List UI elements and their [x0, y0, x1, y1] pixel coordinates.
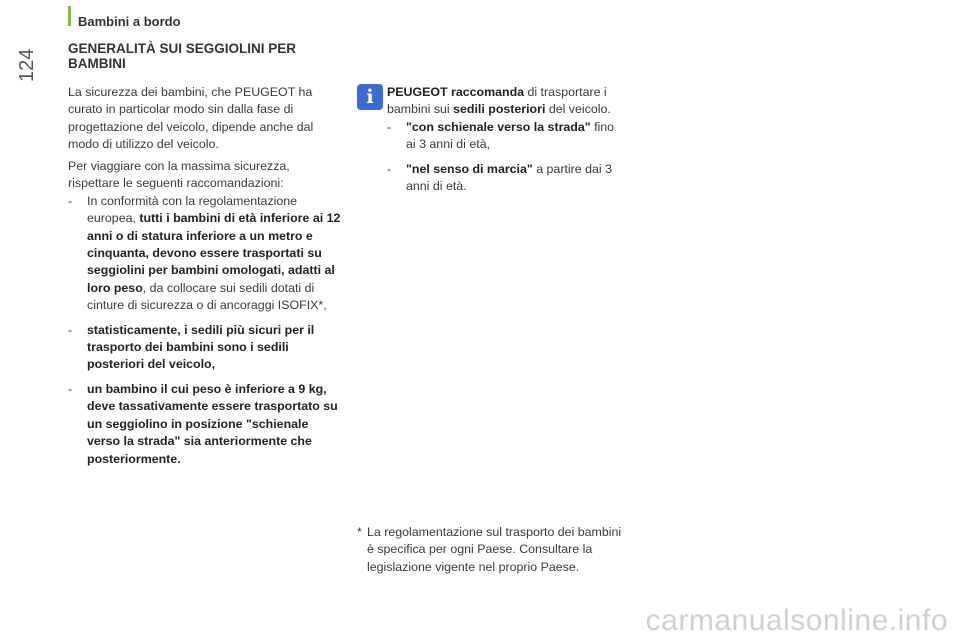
list-item: - un bambino il cui peso è inferiore a 9 kg, deve tassativamente essere trasportato su un seggiolino in posizione "schienale verso la strada" sia anteriormente che posteriormente.	[68, 381, 338, 466]
recommendations-list	[68, 193, 343, 468]
footnote-text: La regolamentazione sul trasporto dei bambini è specifica per ogni Paese. Consultare la legislazione vigente nel proprio Paese.	[367, 525, 622, 574]
footnote	[357, 524, 627, 576]
section-header: Bambini a bordo	[78, 14, 181, 29]
section-accent-bar	[68, 6, 71, 26]
list-dash: -	[68, 322, 73, 337]
info-list	[387, 119, 627, 196]
info-box	[387, 84, 627, 195]
list-dash: -	[387, 161, 392, 176]
list-dash: -	[387, 119, 392, 134]
list-item: - statisticamente, i sedili più sicuri per il trasporto dei bambini sono i sedili posteriori del veicolo,	[68, 322, 315, 372]
watermark: carmanualsonline.info	[645, 604, 948, 637]
recommendations-block	[68, 158, 343, 468]
intro-paragraph: La sicurezza dei bambini, che PEUGEOT ha curato in particolar modo sin dalla fase di progettazione del veicolo, dipende anche dal modo di utilizzo del veicolo.	[68, 85, 314, 152]
recommendations-intro: Per viaggiare con la massima sicurezza, rispettare le seguenti raccomandazioni:	[68, 159, 290, 191]
list-item: - "nel senso di marcia" a partire dai 3 anni di età.	[387, 161, 612, 194]
info-icon: i	[357, 84, 383, 110]
info-intro: PEUGEOT raccomanda di trasportare i bambini sui sedili posteriori del veicolo.	[387, 85, 611, 117]
list-dash: -	[68, 381, 73, 396]
list-dash: -	[68, 193, 73, 208]
page-number: 124	[16, 48, 38, 82]
page-title: GENERALITÀ SUI SEGGIOLINI PER BAMBINI	[68, 41, 297, 71]
list-item: - "con schienale verso la strada" fino ai 3 anni di età,	[387, 119, 615, 152]
footnote-star: *	[357, 525, 362, 539]
list-item: - In conformità con la regolamentazione europea, tutti i bambini di età inferiore ai 12 anni o di statura inferiore a un metro e cinquanta, devono essere trasportati su seggiolini per bambini omologati, adatti al loro peso, da collocare sui sedili dotati di cinture di sicurezza o di ancoraggi ISOFIX*,	[68, 193, 341, 313]
